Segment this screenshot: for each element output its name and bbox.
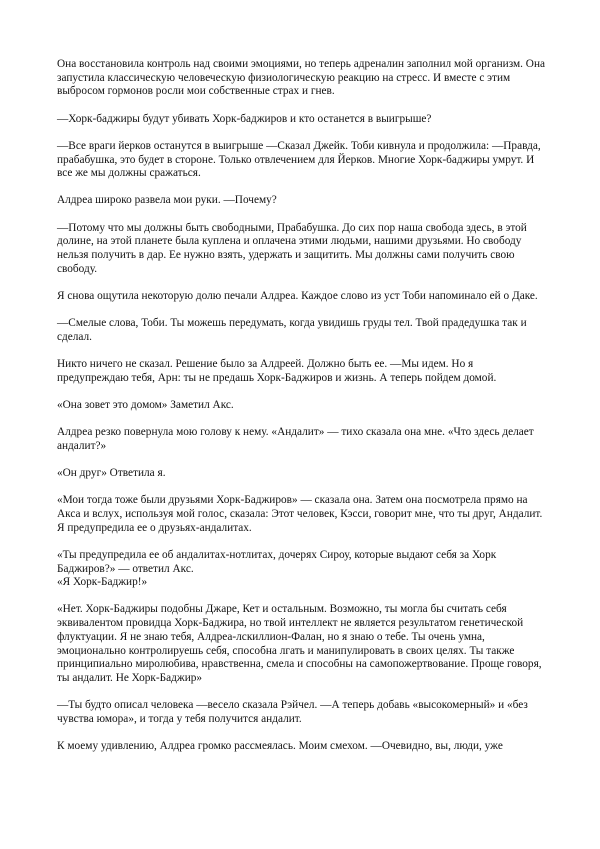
paragraph: «Он друг» Ответила я. [57,467,166,480]
paragraph: —Потому что мы должны быть свободными, Прабабушка. До сих пор наша свобода здесь, в этой долине, на этой планете была куплена и оплачена этими людьми, нашими друзьями. Но свободу нельзя получить в дар. Ее нужно взять, удержать и защитить. Мы должны сами получить свою свободу. [57,221,527,275]
paragraph: —Смелые слова, Тоби. Ты можешь передумать, когда увидишь груды тел. Твой прадедушка так и сделал. [57,317,527,343]
paragraph: Я снова ощутила некоторую долю печали Алдреа. Каждое слово из уст Тоби напоминало ей о Даке. [57,289,538,302]
document-page [57,58,547,767]
paragraph: К моему удивлению, Алдреа громко рассмеялась. Моим смехом. —Очевидно, вы, люди, уже [57,740,503,753]
paragraph: —Ты будто описал человека —весело сказала Рэйчел. —А теперь добавь «высокомерный» и «без чувства юмора», и тогда у тебя получится андалит. [57,699,528,725]
paragraph: Никто ничего не сказал. Решение было за Алдреей. Должно быть ее. —Мы идем. Но я предупреждаю тебя, Арн: ты не предашь Хорк-Баджиров и жизнь. А теперь пойдем домой. [57,358,497,384]
paragraph: —Все враги йерков останутся в выигрыше —Сказал Джейк. Тоби кивнула и продолжила: —Правда, прабабушка, это будет в стороне. Только отвлечением для Йерков. Многие Хорк-баджиры умрут. И все же мы должны сражаться. [57,139,541,180]
paragraph: «Ты предупредила ее об андалитах-нотлитах, дочерях Сироу, которые выдают себя за Хорк Баджиров?» — ответил Акс. [57,548,497,575]
paragraph: «Нет. Хорк-Баджиры подобны Джаре, Кет и остальным. Возможно, ты могла бы считать себя эквивалентом провидца Хорк-Баджира, но твой интеллект не является результатом генетической флуктуации. Я не знаю тебя, Алдреа-лскиллион-Фалан, но я знаю о тебе. Ты очень умна, эмоционально контролируешь себя, способна лгать и манипулировать в своих целях. Ты также принципиально миролюбива, нравственна, смела и способны на самопожертвование. Проще говоря, ты андалит. Не Хорк-Баджир» [57,603,542,684]
paragraph: «Я Хорк-Баджир!» [57,576,148,589]
paragraph: Алдреа резко повернула мою голову к нему. «Андалит» — тихо сказала она мне. «Что здесь делает андалит?» [57,426,534,452]
paragraph: Она восстановила контроль над своими эмоциями, но теперь адреналин заполнил мой организм. Она запустила классическую человеческую физиологическую реакцию на стресс. И вместе с этим выбросом гормонов росли мои собственные страх и гнев. [57,58,546,98]
paragraph: «Мои тогда тоже были друзьями Хорк-Баджиров» — сказала она. Затем она посмотрела прямо на Акса и вслух, используя мой голос, сказала: Этот человек, Кэсси, говорит мне, что ты друг, Андалит. Я предупредила ее о друзьях-андалитах. [57,494,543,534]
paragraph: «Она зовет это домом» Заметил Акс. [57,398,234,411]
paragraph: Алдреа широко развела мои руки. —Почему? [57,194,277,207]
paragraph: —Хорк-баджиры будут убивать Хорк-баджиров и кто останется в выигрыше? [57,112,432,125]
